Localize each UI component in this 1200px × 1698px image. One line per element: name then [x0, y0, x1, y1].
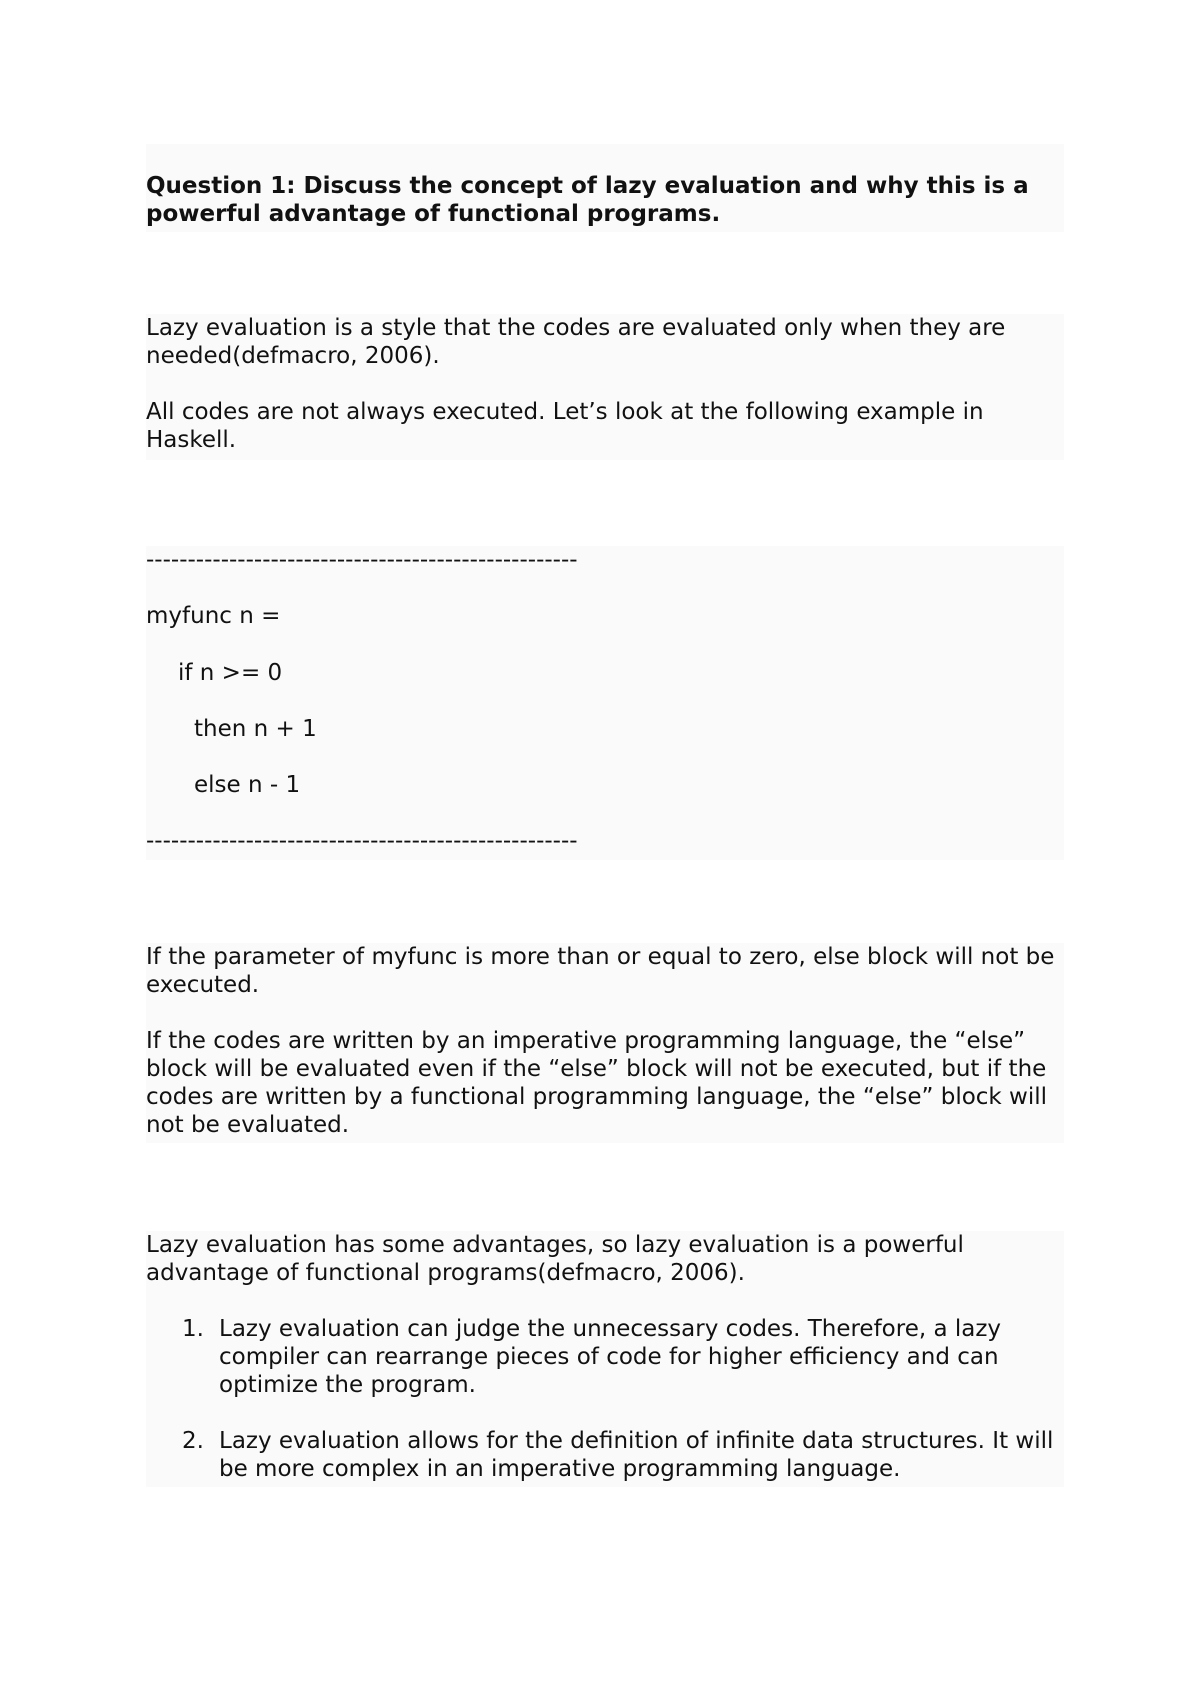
list-item-number: 1. — [182, 1316, 204, 1342]
code-separator-top: ---------------------------------------------------- — [146, 547, 578, 573]
intro-paragraph-2: All codes are not always executed. Let’s look at the following example in Haskell. — [146, 399, 984, 453]
list-item — [146, 1427, 1064, 1483]
code-line-4: else n - 1 — [194, 772, 301, 798]
code-line-2: if n >= 0 — [178, 660, 283, 686]
advantages-intro: Lazy evaluation has some advantages, so lazy evaluation is a powerful advantage of functional programs(defmacro, 2006). — [146, 1232, 964, 1286]
code-line-3: then n + 1 — [194, 716, 317, 742]
code-line-1: myfunc n = — [146, 603, 281, 629]
intro-paragraph-1: Lazy evaluation is a style that the codes are evaluated only when they are needed(defmacro, 2006). — [146, 315, 1006, 369]
intro-block — [146, 314, 1064, 460]
list-item — [146, 1315, 1064, 1399]
advantages-list — [146, 1315, 1064, 1483]
explanation-block — [146, 943, 1064, 1143]
code-example-block — [146, 546, 1064, 860]
explanation-paragraph-2: If the codes are written by an imperative programming language, the “else” block will be evaluated even if the “else” block will not be executed, but if the codes are written by a functional programming language, the “else” block will not be evaluated. — [146, 1028, 1048, 1138]
list-item-number: 2. — [182, 1428, 204, 1454]
code-separator-bottom: ---------------------------------------------------- — [146, 828, 578, 854]
advantages-block — [146, 1231, 1064, 1487]
list-item-text: Lazy evaluation can judge the unnecessary codes. Therefore, a lazy compiler can rearrange pieces of code for higher efficiency and can optimize the program. — [219, 1316, 1002, 1398]
question-block — [146, 144, 1064, 232]
question-heading: Question 1: Discuss the concept of lazy evaluation and why this is a powerful advantage of functional programs. — [146, 173, 1029, 227]
explanation-paragraph-1: If the parameter of myfunc is more than or equal to zero, else block will not be executed. — [146, 944, 1055, 998]
list-item-text: Lazy evaluation allows for the definition of infinite data structures. It will be more complex in an imperative programming language. — [219, 1428, 1054, 1482]
